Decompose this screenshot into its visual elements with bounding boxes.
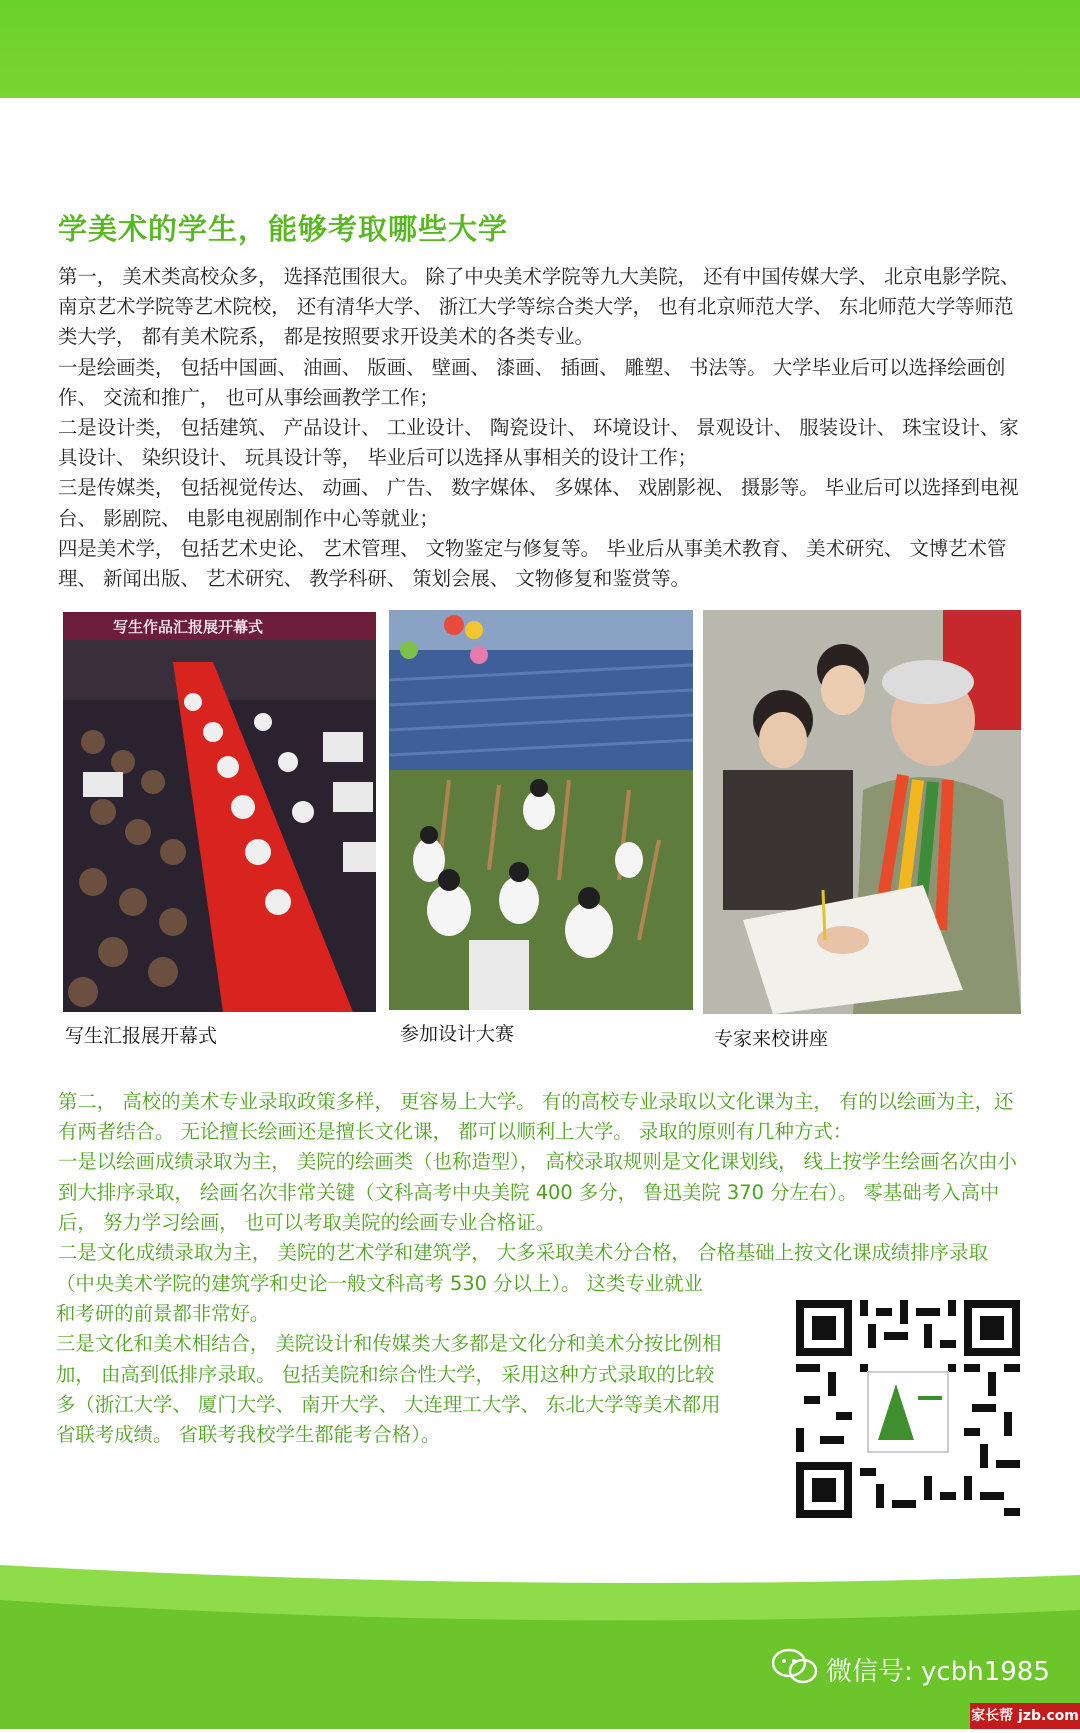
section-2-para: 一是以绘画成绩录取为主， 美院的绘画类（也称造型）， 高校录取规则是文化课划线， 线上按学生绘画名次由小到大排序录取， 绘画名次非常关键（文科高考中央美院 400 多分， 鲁迅美院 370 分左右）。 零基础考入高中后， 努力学习绘画， 也可以考取美院的绘画专业合格证。	[58, 1150, 1017, 1234]
section-2-para: （中央美术学院的建筑学和史论一般文科高考 530 分以上）。 这类专业就业和考研的前景都非常好。	[56, 1272, 703, 1326]
section-2-para: 二是文化成绩录取为主， 美院的艺术学和建筑学， 大多采取美术分合格， 合格基础上按文化课成绩排序录取	[58, 1241, 988, 1265]
wechat-id-text: 微信号: ycbh1985	[826, 1657, 1050, 1687]
section-2	[58, 1087, 1030, 1268]
section-2-narrow	[56, 1269, 722, 1450]
photo-expert-lecture	[703, 610, 1021, 1014]
wechat-icon	[772, 1648, 818, 1691]
wechat-qr-code[interactable]	[796, 1300, 1020, 1518]
wechat-id	[772, 1648, 1050, 1691]
caption-exhibition-opening: 写生汇报展开幕式	[65, 1025, 218, 1047]
section-1	[58, 262, 1030, 594]
caption-expert-lecture: 专家来校讲座	[714, 1028, 829, 1050]
site-watermark: 家长帮 jzb.com	[970, 1703, 1080, 1729]
section-1-para: 第一， 美术类高校众多， 选择范围很大。 除了中央美术学院等九大美院， 还有中国传媒大学、 北京电影学院、 南京艺术学院等艺术院校， 还有清华大学、 浙江大学等综合类大学， 也有北京师范大学、 东北师范大学等师范类大学， 都有美术院系， 都是按照要求开设美术的各类专业。	[58, 265, 1020, 349]
caption-design-competition: 参加设计大赛	[400, 1023, 515, 1045]
photo-design-competition	[389, 610, 693, 1010]
section-1-para: 三是传媒类， 包括视觉传达、 动画、 广告、 数字媒体、 多媒体、 戏剧影视、 摄影等。 毕业后可以选择到电视台、 影剧院、 电影电视剧制作中心等就业；	[58, 476, 1019, 530]
section-1-para: 四是美术学， 包括艺术史论、 艺术管理、 文物鉴定与修复等。 毕业后从事美术教育、 美术研究、 文博艺术管理、 新闻出版、 艺术研究、 教学科研、 策划会展、 文物修复和鉴赏等。	[58, 536, 1007, 591]
bottom-green-band	[0, 1565, 1080, 1729]
section-1-para: 一是绘画类， 包括中国画、 油画、 版画、 壁画、 漆画、 插画、 雕塑、 书法等。 大学毕业后可以选择绘画创作、 交流和推广， 也可从事绘画教学工作；	[58, 355, 1006, 409]
page-heading: 学美术的学生，能够考取哪些大学	[58, 212, 509, 246]
exhibition-banner-text: 写生作品汇报展开幕式	[113, 618, 264, 636]
section-1-para: 二是设计类， 包括建筑、 产品设计、 工业设计、 陶瓷设计、 环境设计、 景观设计、 服装设计、 珠宝设计、家具设计、 染织设计、 玩具设计等， 毕业后可以选择从事相关的设计工作；	[58, 416, 1019, 470]
photo-exhibition-opening	[63, 612, 376, 1012]
section-2-para: 第二， 高校的美术专业录取政策多样， 更容易上大学。 有的高校专业录取以文化课为主， 有的以绘画为主，还有两者结合。 无论擅长绘画还是擅长文化课， 都可以顺利上大学。 录取的原则有几种方式：	[58, 1090, 1014, 1144]
section-2-para: 三是文化和美术相结合， 美院设计和传媒类大多都是文化分和美术分按比例相加， 由高到低排序录取。 包括美院和综合性大学， 采用这种方式录取的比较多（浙江大学、 厦门大学、 南开大学、 大连理工大学、 东北大学等美术都用省联考成绩。 省联考我校学生都能考合格）。	[56, 1332, 722, 1447]
top-green-band	[0, 0, 1080, 98]
